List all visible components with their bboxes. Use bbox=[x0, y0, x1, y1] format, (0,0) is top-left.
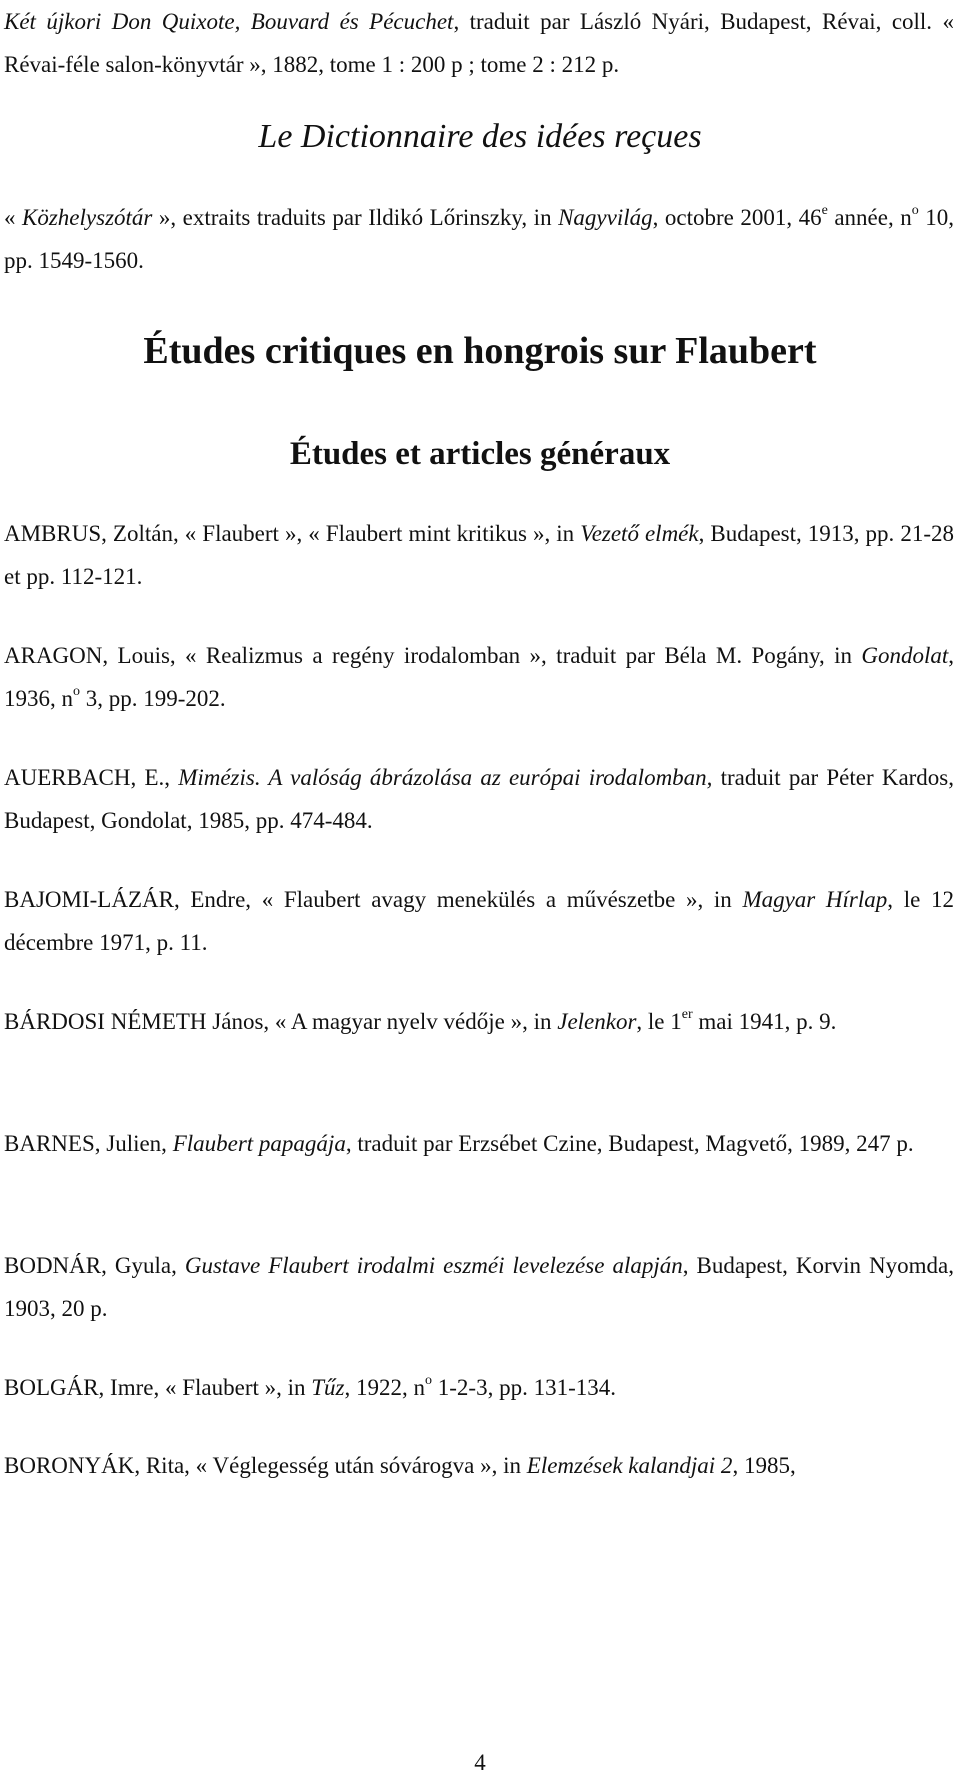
bibliography-entry-boronyak: BORONYÁK, Rita, « Véglegesség után sóvárogva », in Elemzések kalandjai 2, 1985, bbox=[4, 1453, 796, 1478]
bibliography-entry-auerbach: AUERBACH, E., Mimézis. A valóság ábrázolása az európai irodalomban, traduit par Péter Kardos, Budapest, Gondolat, 1985, pp. 474-484. bbox=[4, 765, 955, 833]
bibliography-entry-ambrus: AMBRUS, Zoltán, « Flaubert », « Flaubert mint kritikus », in Vezető elmék, Budapest, 1913, pp. 21-28 et pp. 112-121. bbox=[4, 521, 954, 589]
bibliography-entry-nyari: Két újkori Don Quixote, Bouvard és Pécuchet, traduit par László Nyári, Budapest, Révai, coll. « Révai-féle salon-könyvtár », 1882, tome 1 : 200 p ; tome 2 : 212 p. bbox=[4, 9, 954, 77]
bibliography-entry-kozhelyszotar: « Közhelyszótár », extraits traduits par Ildikó Lőrinszky, in Nagyvilág, octobre 2001, 46e année, $n^o$ 10, pp. 1549-1560. bbox=[4, 203, 955, 273]
section-heading-etudes-critiques: Études critiques en hongrois sur Flaubert bbox=[143, 330, 817, 372]
bibliography-entry-bardosi: BÁRDOSI NÉMETH János, « A magyar nyelv védője », in Jelenkor, le 1er mai 1941, p. 9. bbox=[4, 1007, 837, 1034]
bibliography-entry-bajomi: BAJOMI-LÁZÁR, Endre, « Flaubert avagy menekülés a művészetbe », in Magyar Hírlap, le 12 décembre 1971, p. 11. bbox=[4, 887, 954, 955]
section-heading-dictionnaire: Le Dictionnaire des idées reçues bbox=[258, 118, 702, 155]
bibliography-entry-barnes: BARNES, Julien, Flaubert papagája, traduit par Erzsébet Czine, Budapest, Magvető, 1989, 247 p. bbox=[4, 1131, 914, 1156]
entry-title: Két újkori Don Quixote, Bouvard és Pécuchet bbox=[4, 9, 454, 34]
subsection-heading-etudes-generaux: Études et articles généraux bbox=[289, 436, 671, 472]
bibliography-entry-bolgar: BOLGÁR, Imre, « Flaubert », in Tűz, 1922, $n^o$ 1-2-3, pp. 131-134. bbox=[4, 1373, 616, 1400]
page-number: 4 bbox=[474, 1750, 486, 1775]
bibliography-entry-aragon: ARAGON, Louis, « Realizmus a regény irodalomban », traduit par Béla M. Pogány, in Gondolat, 1936, $n^o$ 3, pp. 199-202. bbox=[4, 643, 954, 711]
bibliography-entry-bodnar: BODNÁR, Gyula, Gustave Flaubert irodalmi eszméi levelezése alapján, Budapest, Korvin Nyomda, 1903, 20 p. bbox=[4, 1253, 955, 1321]
